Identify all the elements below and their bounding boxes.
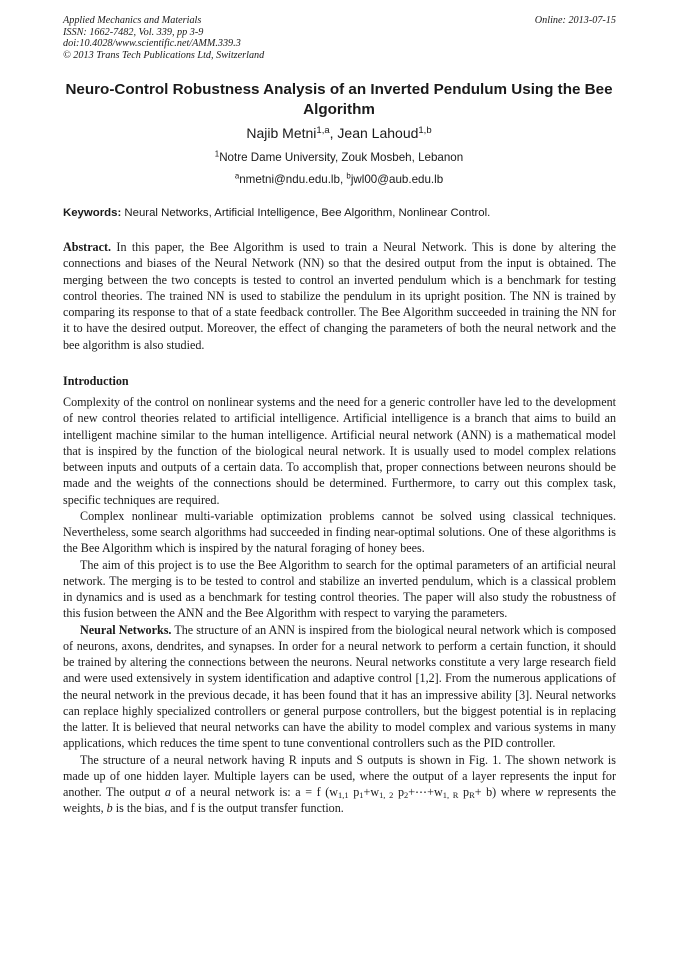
paragraph: [63, 752, 616, 817]
formula-part: p: [348, 785, 360, 799]
paragraph-text: where: [496, 785, 535, 799]
author-separator: ,: [329, 125, 338, 141]
affiliation: [50, 150, 628, 165]
author-superscript: 1,b: [418, 124, 432, 136]
keywords-label: Keywords:: [63, 207, 122, 219]
math-variable: b: [106, 801, 113, 816]
online-date: Online: 2013-07-15: [534, 15, 616, 26]
paragraph: [63, 622, 616, 752]
formula-subscript: 1,1: [338, 790, 349, 801]
formula-subscript: 1: [359, 790, 364, 801]
formula-subscript: 1, R: [442, 790, 459, 801]
email-separator: ,: [339, 173, 347, 186]
math-variable: w: [534, 785, 544, 799]
formula-subscript: R: [469, 790, 475, 801]
formula-part: a = f (w: [295, 785, 339, 799]
email-superscript: a: [234, 171, 240, 181]
journal-name: Applied Mechanics and Materials: [63, 15, 202, 26]
keywords-text: Neural Networks, Artificial Intelligence, Bee Algorithm, Nonlinear Control.: [121, 207, 491, 219]
abstract-text: In this paper, the Bee Algorithm is used to train a Neural Network. This is done by altering the connections and biases of the Neural Network (NN) so that the desired output from the input is obtained. The merging between the two concepts is tested to control an inverted pendulum which is a benchmark for testing control theories. The trained NN is used to stabilize the pendulum in its upright position. The NN is trained by comparing its response to that of a state feedback controller. The Bee Algorithm succeeded in training the NN for it to have the desired output. Moreover, the effect of changing the parameters of both the neural network and the bee algorithm is also studied.: [63, 240, 616, 352]
formula-part: +w: [363, 785, 380, 799]
paragraph-text: The structure of an ANN is inspired from the biological neural network which is composed of neurons, axons, dendrites, and synapses. In order for a neural network to perform a certain function, it should be trained by altering the connections between the neurons. Neural networks constitute a very large research field and were used extensively in system identification and adaptive control [1,2]. From the numerous applications of the neural network in the previous decade, it has been found that it has an impressive ability [3]. Neural networks can replace highly specialized controllers or general purpose controllers, but the biggest potential is in replacing the latter. It is believed that neural networks can have the ability to model complex and various systems in many applications, which reduces the time spent to tune conventional controllers such as the PID controller.: [63, 622, 616, 751]
abstract: [63, 239, 616, 353]
keywords: [63, 206, 623, 221]
paragraph-text: The structure of a neural network having R inputs and S outputs is shown in Fig. 1. The shown network is made up of one hidden layer. Multiple layers can be used, where the output of a layer represents the input for another. The output: [63, 752, 616, 799]
paragraph: Complexity of the control on nonlinear systems and the need for a generic controller have led to the development of new control theories related to artificial intelligence. Artificial intelligence is a branch that aims to build an intelligent machine similar to the human intelligence. Artificial neural network (ANN) is a mathematical model that is inspired by the function of the biological neural network. It is usually used to model complex relations between inputs and outputs of a certain data. To accomplish that, proper connections between neurons should be made and the weights of the connections should be determined. Furthermore, to carry out this complex task, specific techniques are required.: [63, 395, 616, 507]
journal-issn: ISSN: 1662-7482, Vol. 339, pp 3-9: [63, 26, 204, 38]
email-link[interactable]: nmetni@ndu.edu.lb: [239, 173, 340, 186]
journal-copyright: © 2013 Trans Tech Publications Ltd, Switzerland: [63, 49, 265, 61]
email-link[interactable]: jwl00@aub.edu.lb: [350, 173, 444, 186]
formula-part: +⋯+w: [408, 785, 443, 799]
run-in-heading: Neural Networks.: [80, 622, 172, 637]
formula-subscript: 1, 2: [379, 790, 394, 801]
author-emails: [50, 172, 628, 187]
paragraph-text: of a neural network is:: [170, 785, 296, 799]
paragraph: The aim of this project is to use the Bee Algorithm to search for the optimal parameters of an artificial neural network. The merging is to be tested to control and stabilize an inverted pendulum, which is a classical problem in dynamics and is used as a benchmark for testing control theories. The paper will also study the robustness of this fusion between the ANN and the Bee Algorithm with respect to varying the parameters.: [63, 557, 616, 621]
introduction-body: [63, 394, 616, 817]
paragraph-text: is the bias, and f is the output transfer function.: [112, 801, 344, 816]
math-variable: a: [164, 785, 171, 799]
formula-part: p: [458, 785, 470, 799]
formula-part: + b): [474, 785, 497, 799]
paragraph: Complex nonlinear multi-variable optimization problems cannot be solved using classical techniques. Nevertheless, some search algorithms had succeeded in finding near-optimal solutions. One of these algorithms is the Bee Algorithm which is inspired by the natural foraging of honey bees.: [63, 508, 616, 556]
journal-doi[interactable]: doi:10.4028/www.scientific.net/AMM.339.3: [63, 38, 241, 49]
formula-part: p: [393, 785, 404, 799]
affiliation-superscript: 1: [214, 149, 220, 159]
author-list: [50, 124, 628, 142]
formula-subscript: 2: [404, 790, 409, 801]
paragraph-text: represents the weights,: [63, 785, 617, 816]
paper-title: Neuro-Control Robustness Analysis of an Inverted Pendulum Using the Bee Algorithm: [65, 81, 613, 118]
journal-header: [63, 15, 616, 61]
author-name: Najib Metni: [246, 125, 317, 141]
author-superscript: 1,a: [316, 124, 330, 136]
output-formula: [295, 785, 496, 799]
abstract-label: Abstract.: [63, 240, 112, 254]
section-heading-introduction: Introduction: [63, 374, 129, 388]
author-name: Jean Lahoud: [337, 125, 419, 141]
email-superscript: b: [346, 171, 351, 181]
affiliation-text: Notre Dame University, Zouk Mosbeh, Lebanon: [219, 151, 464, 164]
